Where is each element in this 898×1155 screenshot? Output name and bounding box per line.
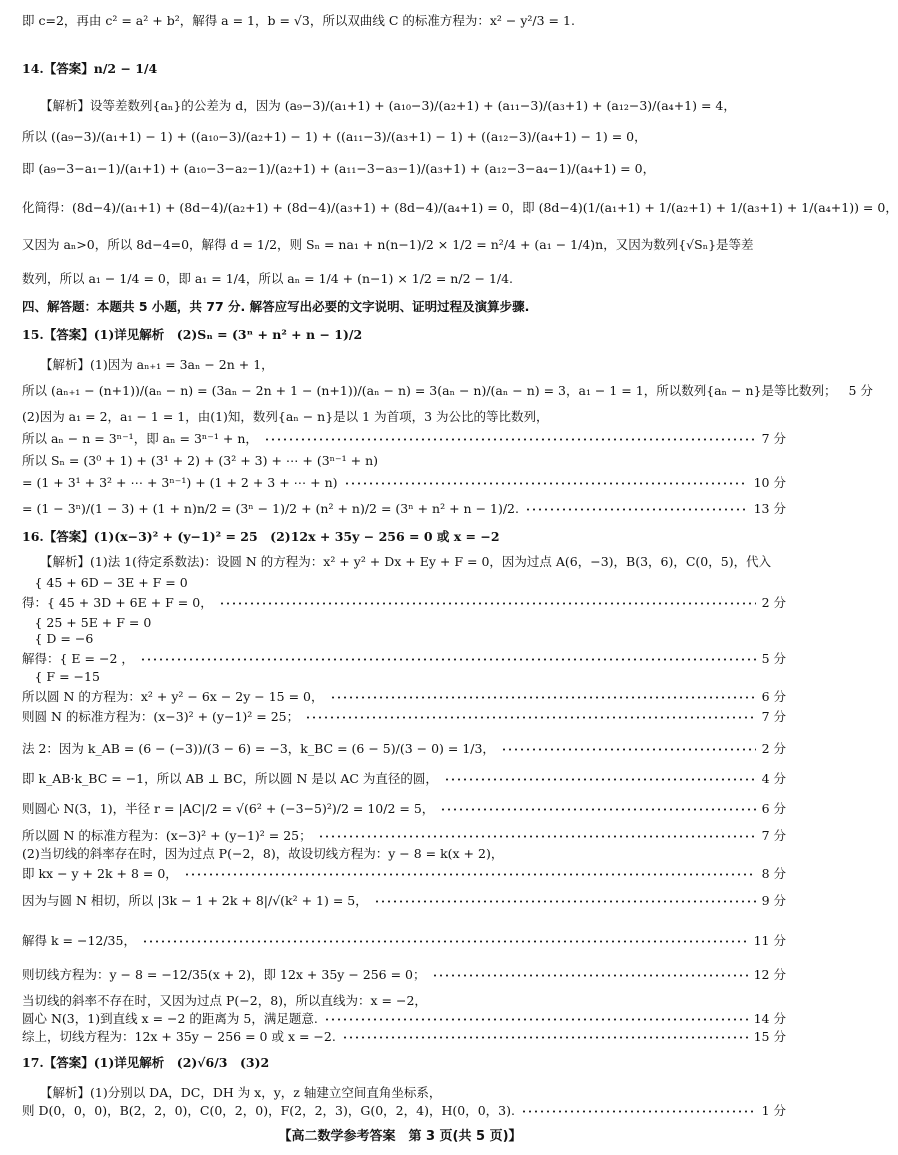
q14-analysis-line: 数列，所以 a₁ − 1/4 = 0，即 a₁ = 1/4，所以 aₙ = 1/4 + (n−1) × 1/2 = n/2 − 1/4. [22,271,514,286]
score-label: 14 分 [753,1011,786,1026]
score-label: 7 分 [761,709,786,724]
score-label: 8 分 [761,866,786,881]
q15-step-row: = (1 + 3¹ + 3² + ⋯ + 3ⁿ⁻¹) + (1 + 2 + 3 + ⋯ + n) 10 分 [22,475,786,490]
q14-analysis-line: 即 (a₉−3−a₁−1)/(a₁+1) + (a₁₀−3−a₂−1)/(a₂+1) + (a₁₁−3−a₃−1)/(a₃+1) + (a₁₂−3−a₄−1)/(a₄+1) = 0， [22,161,656,176]
q16-step-row: 即 kx − y + 2k + 8 = 0， 8 分 [22,866,786,881]
leader-dots [264,438,756,441]
q16-step-row: 所以圆 N 的方程为：x² + y² − 6x − 2y − 15 = 0， 6 分 [22,689,786,704]
score-label: 15 分 [753,1029,786,1044]
q15-analysis-line: 所以 Sₙ = (3⁰ + 1) + (3¹ + 2) + (3² + 3) + ⋯ + (3ⁿ⁻¹ + n) [22,453,379,468]
score-label: 5 分 [761,651,786,666]
score-label: 2 分 [761,595,786,610]
q16-step-row: 法 2：因为 k_AB = (6 − (−3))/(3 − 6) = −3，k_BC = (6 − 5)/(3 − 0) = 1/3， 2 分 [22,741,786,756]
q16-step-row: 因为与圆 N 相切，所以 |3k − 1 + 2k + 8|/√(k² + 1) = 5， 9 分 [22,893,786,908]
leader-dots [344,482,748,485]
q15-analysis-line: (2)因为 a₁ = 2，a₁ − 1 = 1，由(1)知，数列{aₙ − n}是以 1 为首项，3 为公比的等比数列， [22,409,549,424]
score-label: 10 分 [753,475,786,490]
score-label: 7 分 [761,431,786,446]
leader-dots [444,778,756,781]
q16-step-row: 解得：{ E = −2 ， 5 分 [22,651,786,666]
q14-analysis-line: 【解析】设等差数列{aₙ}的公差为 d，因为 (a₉−3)/(a₁+1) + (a₁₀−3)/(a₂+1) + (a₁₁−3)/(a₃+1) + (a₁₂−3)/(a₄+1) = 4， [40,98,736,113]
q16-step-row: 则切线方程为：y − 8 = −12/35(x + 2)，即 12x + 35y − 256 = 0； 12 分 [22,967,786,982]
q14-analysis-line: 所以 ((a₉−3)/(a₁+1) − 1) + ((a₁₀−3)/(a₂+1) − 1) + ((a₁₁−3)/(a₃+1) − 1) + ((a₁₂−3)/(a₄+1) − 1) = 0， [22,129,647,144]
leader-dots [324,1018,748,1021]
q17-analysis-line: 【解析】(1)分别以 DA，DC，DH 为 x，y，z 轴建立空间直角坐标系， [40,1085,442,1100]
score-label: 6 分 [761,801,786,816]
leader-dots [140,658,756,661]
leader-dots [342,1036,748,1039]
q15-step-row: 所以 aₙ − n = 3ⁿ⁻¹，即 aₙ = 3ⁿ⁻¹ + n， 7 分 [22,431,786,446]
q14-answer: 14.【答案】n/2 − 1/4 [22,61,158,76]
q15-step-row: 所以 (aₙ₊₁ − (n+1))/(aₙ − n) = (3aₙ − 2n + 1 − (n+1))/(aₙ − n) = 3(aₙ − n)/(aₙ − n) = 3，a₁ − 1 = 1，所以数列{aₙ − n}是等比数列； 5 分 [22,383,873,398]
q16-analysis-line: (2)当切线的斜率存在时，因为过点 P(−2，8)，故设切线方程为：y − 8 = k(x + 2)， [22,846,504,861]
q16-analysis-line: 当切线的斜率不存在时，又因为过点 P(−2，8)，所以直线为：x = −2， [22,993,427,1008]
score-label: 6 分 [761,689,786,704]
score-label: 9 分 [761,893,786,908]
q15-answer: 15.【答案】(1)详见解析 (2)Sₙ = (3ⁿ + n² + n − 1)/2 [22,327,363,342]
q16-answer: 16.【答案】(1)(x−3)² + (y−1)² = 25 (2)12x + 35y − 256 = 0 或 x = −2 [22,529,500,544]
leader-dots [432,974,748,977]
leader-dots [440,808,755,811]
q16-step-row: 解得 k = −12/35， 11 分 [22,933,786,948]
q16-step-row: 所以圆 N 的标准方程为：(x−3)² + (y−1)² = 25； 7 分 [22,828,786,843]
score-label: 1 分 [761,1103,786,1118]
leader-dots [184,873,756,876]
q16-system-line: { D = −6 [22,631,94,646]
leader-dots [521,1110,756,1113]
q17-step-row: 则 D(0，0，0)，B(2，2，0)，C(0，2，0)，F(2，2，3)，G(0，2，4)，H(0，0，3). 1 分 [22,1103,786,1118]
q16-step-row: 则圆 N 的标准方程为：(x−3)² + (y−1)² = 25； 7 分 [22,709,786,724]
q15-analysis-line: 【解析】(1)因为 aₙ₊₁ = 3aₙ − 2n + 1， [40,357,274,372]
page-footer: 【高二数学参考答案 第 3 页(共 5 页)】 [278,1129,522,1144]
leader-dots [525,508,748,511]
q15-step-row: = (1 − 3ⁿ)/(1 − 3) + (1 + n)n/2 = (3ⁿ − 1)/2 + (n² + n)/2 = (3ⁿ + n² + n − 1)/2. 13 分 [22,501,786,516]
section-heading: 四、解答题：本题共 5 小题，共 77 分. 解答应写出必要的文字说明、证明过程及演算步骤. [22,299,530,314]
q14-analysis-line: 又因为 aₙ>0，所以 8d−4=0，解得 d = 1/2，则 Sₙ = na₁ + n(n−1)/2 × 1/2 = n²/4 + (a₁ − 1/4)n，又因为数列{√Sₙ}是等差 [22,237,754,252]
leader-dots [318,835,756,838]
q16-system-line: { 45 + 6D − 3E + F = 0 [22,575,188,590]
score-label: 4 分 [761,771,786,786]
q16-step-row: 综上，切线方程为：12x + 35y − 256 = 0 或 x = −2. 15 分 [22,1029,786,1044]
q16-analysis-line: 【解析】(1)法 1(待定系数法)：设圆 N 的方程为：x² + y² + Dx + Ey + F = 0，因为过点 A(6，−3)，B(3，6)，C(0，5)，代入 [40,554,772,569]
q16-step-row: 圆心 N(3，1)到直线 x = −2 的距离为 5，满足题意. 14 分 [22,1011,786,1026]
leader-dots [305,716,755,719]
score-label: 11 分 [753,933,786,948]
q16-system-line: { F = −15 [22,669,100,684]
q14-analysis-line: 化简得：(8d−4)/(a₁+1) + (8d−4)/(a₂+1) + (8d−4)/(a₃+1) + (8d−4)/(a₄+1) = 0，即 (8d−4)(1/(a₁+1) + 1/(a₂+1) + 1/(a₃+1) + 1/(a₄+1)) = 0， [22,200,898,215]
q16-system-line: { 25 + 5E + F = 0 [22,615,152,630]
q13-conclusion: 即 c=2，再由 c² = a² + b²，解得 a = 1，b = √3，所以双曲线 C 的标准方程为：x² − y²/3 = 1. [22,13,575,28]
score-label: 5 分 [848,383,873,398]
score-label: 7 分 [761,828,786,843]
q16-step-row: 即 k_AB·k_BC = −1，所以 AB ⊥ BC，所以圆 N 是以 AC 为直径的圆， 4 分 [22,771,786,786]
score-label: 12 分 [753,967,786,982]
score-label: 2 分 [761,741,786,756]
leader-dots [142,940,748,943]
leader-dots [330,696,756,699]
leader-dots [374,900,756,903]
q16-step-row: 则圆心 N(3，1)，半径 r = |AC|/2 = √(6² + (−3−5)²)/2 = 10/2 = 5， 6 分 [22,801,786,816]
q17-answer: 17.【答案】(1)详见解析 (2)√6/3 (3)2 [22,1055,270,1070]
leader-dots [501,748,756,751]
leader-dots [219,602,756,605]
q16-step-row: 得：{ 45 + 3D + 6E + F = 0， 2 分 [22,595,786,610]
score-label: 13 分 [753,501,786,516]
